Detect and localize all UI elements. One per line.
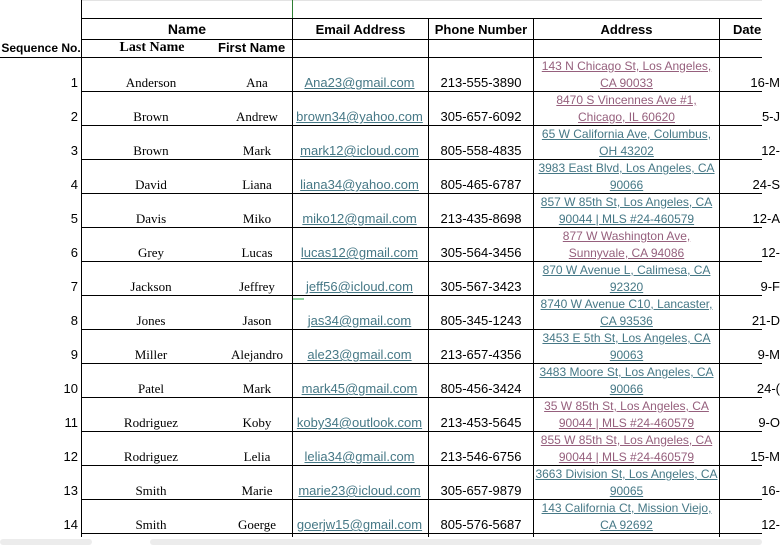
first-name-cell[interactable]: Ana (246, 75, 268, 90)
first-name-cell[interactable]: Miko (242, 211, 272, 226)
table-row[interactable] (0, 398, 780, 432)
email-link[interactable]: lelia34@gmail.com (304, 449, 415, 464)
table-row[interactable] (0, 330, 780, 364)
date-cell[interactable]: 12- (761, 517, 780, 532)
date-cell[interactable]: 12- (761, 143, 780, 158)
address-link[interactable]: 143 N Chicago St, Los Angeles, CA 90033 (541, 59, 712, 90)
phone-cell[interactable]: 213-555-3890 (440, 75, 522, 90)
table-row[interactable] (0, 296, 780, 330)
header-last-name[interactable]: Last Name (119, 40, 185, 55)
address-link[interactable]: 35 W 85th St, Los Angeles, CA 90044 | MLS #24-460579 (544, 399, 709, 430)
date-cell[interactable]: 16-M (750, 75, 780, 90)
header-date[interactable]: Date (733, 22, 762, 37)
phone-cell[interactable]: 305-657-9879 (440, 483, 522, 498)
last-name-cell[interactable]: Grey (138, 245, 164, 260)
address-link[interactable]: 3453 E 5th St, Los Angeles, CA 90063 (542, 331, 711, 362)
sequence-cell[interactable]: 13 (63, 483, 78, 498)
address-link[interactable]: 3483 Moore St, Los Angeles, CA 90066 (539, 365, 714, 396)
date-cell[interactable]: 9-M (757, 347, 780, 362)
sequence-cell[interactable]: 3 (70, 143, 78, 158)
horizontal-scrollbar-left[interactable] (0, 539, 92, 545)
header-sequence[interactable]: Sequence No. (1, 41, 81, 55)
phone-cell[interactable]: 213-435-8698 (440, 211, 522, 226)
phone-cell[interactable]: 805-456-3424 (440, 381, 522, 396)
date-cell[interactable]: 24-S (752, 177, 780, 192)
header-email[interactable]: Email Address (315, 22, 406, 37)
sequence-cell[interactable]: 2 (70, 109, 78, 124)
last-name-cell[interactable]: Brown (133, 109, 169, 124)
date-cell[interactable]: 12-A (752, 211, 780, 226)
phone-cell[interactable]: 213-453-5645 (440, 415, 522, 430)
first-name-cell[interactable]: Jeffrey (239, 279, 275, 294)
first-name-cell[interactable]: Jason (242, 313, 272, 328)
table-row[interactable] (0, 432, 780, 466)
first-name-cell[interactable]: Lucas (241, 245, 273, 260)
email-link[interactable]: koby34@outlook.com (296, 415, 423, 430)
email-link[interactable]: marie23@icloud.com (298, 483, 421, 498)
header-name[interactable]: Name (167, 21, 207, 37)
email-link[interactable]: jas34@gmail.com (307, 313, 412, 328)
last-name-cell[interactable]: Rodriguez (123, 449, 179, 464)
table-row[interactable] (0, 160, 780, 194)
email-link[interactable]: lucas12@gmail.com (300, 245, 419, 260)
header-first-name[interactable]: First Name (218, 40, 286, 55)
table-row[interactable] (0, 194, 780, 228)
table-row[interactable] (0, 364, 780, 398)
last-name-cell[interactable]: Anderson (125, 75, 177, 90)
table-row[interactable] (0, 126, 780, 160)
phone-cell[interactable]: 805-558-4835 (440, 143, 522, 158)
address-link[interactable]: 8740 W Avenue C10, Lancaster, CA 93536 (540, 297, 713, 328)
sequence-cell[interactable]: 7 (70, 279, 78, 294)
date-cell[interactable]: 9-F (760, 279, 780, 294)
date-cell[interactable]: 5-J (761, 109, 780, 124)
phone-cell[interactable]: 305-567-3423 (440, 279, 522, 294)
table-row[interactable] (0, 58, 780, 92)
address-link[interactable]: 855 W 85th St, Los Angeles, CA 90044 | MLS #24-460579 (540, 433, 713, 464)
address-link[interactable]: 857 W 85th St, Los Angeles, CA 90044 | MLS #24-460579 (540, 195, 713, 226)
sequence-cell[interactable]: 10 (63, 381, 78, 396)
sequence-cell[interactable]: 1 (70, 75, 78, 90)
last-name-cell[interactable]: Jones (136, 313, 166, 328)
horizontal-scrollbar[interactable] (150, 539, 762, 545)
first-name-cell[interactable]: Andrew (236, 109, 278, 124)
last-name-cell[interactable]: David (135, 177, 167, 192)
address-link[interactable]: 3983 East Blvd, Los Angeles, CA 90066 (538, 161, 715, 192)
table-row[interactable] (0, 228, 780, 262)
first-name-cell[interactable]: Marie (241, 483, 273, 498)
row-border (82, 533, 762, 534)
sequence-cell[interactable]: 9 (70, 347, 78, 362)
sequence-cell[interactable]: 14 (63, 517, 78, 532)
sequence-cell[interactable]: 11 (64, 415, 78, 430)
sequence-cell[interactable]: 8 (70, 313, 78, 328)
last-name-cell[interactable]: Miller (134, 347, 168, 362)
first-name-cell[interactable]: Lelia (243, 449, 271, 464)
email-link[interactable]: mark12@icloud.com (300, 143, 419, 158)
last-name-cell[interactable]: Jackson (130, 279, 172, 294)
address-link[interactable]: 8470 S Vincennes Ave #1, Chicago, IL 60620 (556, 93, 697, 124)
last-name-cell[interactable]: Patel (138, 381, 164, 396)
phone-cell[interactable]: 213-546-6756 (440, 449, 522, 464)
address-link[interactable]: 143 California Ct, Mission Viejo, CA 92692 (541, 501, 712, 532)
sequence-cell[interactable]: 12 (63, 449, 78, 464)
date-cell[interactable]: 21-D (751, 313, 780, 328)
phone-cell[interactable]: 805-576-5687 (440, 517, 522, 532)
date-cell[interactable]: 16- (761, 483, 780, 498)
address-link[interactable]: 3663 Division St, Los Angeles, CA 90065 (535, 467, 718, 498)
table-row[interactable] (0, 466, 780, 500)
sequence-cell[interactable]: 4 (70, 177, 78, 192)
email-link[interactable]: jeff56@icloud.com (306, 279, 413, 294)
address-link[interactable]: 65 W California Ave, Columbus, OH 43202 (541, 127, 712, 158)
sequence-cell[interactable]: 5 (70, 211, 78, 226)
date-cell[interactable]: 9-O (758, 415, 780, 430)
header-address[interactable]: Address (600, 22, 653, 37)
email-link[interactable]: brown34@yahoo.com (296, 109, 423, 124)
first-name-cell[interactable]: Alejandro (231, 347, 283, 362)
sequence-cell[interactable]: 6 (70, 245, 78, 260)
address-link[interactable]: 877 W Washington Ave, Sunnyvale, CA 94086 (562, 229, 691, 260)
first-name-cell[interactable]: Koby (242, 415, 272, 430)
email-link[interactable]: goerjw15@gmail.com (296, 517, 423, 532)
date-cell[interactable]: 12- (761, 245, 780, 260)
email-link[interactable]: Ana23@gmail.com (304, 75, 415, 90)
phone-cell[interactable]: 805-345-1243 (440, 313, 522, 328)
header-phone[interactable]: Phone Number (434, 22, 528, 37)
first-name-cell[interactable]: Mark (242, 143, 272, 158)
last-name-cell[interactable]: Davis (135, 211, 167, 226)
phone-cell[interactable]: 805-465-6787 (440, 177, 522, 192)
last-name-cell[interactable]: Brown (133, 143, 169, 158)
last-name-cell[interactable]: Rodriguez (123, 415, 179, 430)
first-name-cell[interactable]: Goerge (237, 517, 277, 532)
date-cell[interactable]: 15-M (750, 449, 780, 464)
email-link[interactable]: ale23@gmail.com (307, 347, 412, 362)
table-row[interactable] (0, 262, 780, 296)
last-name-cell[interactable]: Smith (135, 483, 167, 498)
first-name-cell[interactable]: Liana (242, 177, 272, 192)
phone-cell[interactable]: 213-657-4356 (440, 347, 522, 362)
email-link[interactable]: miko12@gmail.com (302, 211, 417, 226)
cell-selection-marker (293, 298, 304, 300)
date-cell[interactable]: 24-( (756, 381, 780, 396)
address-link[interactable]: 870 W Avenue L, Calimesa, CA 92320 (542, 263, 711, 294)
email-link[interactable]: liana34@yahoo.com (300, 177, 419, 192)
phone-cell[interactable]: 305-657-6092 (440, 109, 522, 124)
first-name-cell[interactable]: Mark (242, 381, 272, 396)
last-name-cell[interactable]: Smith (135, 517, 167, 532)
email-link[interactable]: mark45@gmail.com (301, 381, 418, 396)
table-row[interactable] (0, 92, 780, 126)
table-row[interactable] (0, 500, 780, 534)
phone-cell[interactable]: 305-564-3456 (440, 245, 522, 260)
